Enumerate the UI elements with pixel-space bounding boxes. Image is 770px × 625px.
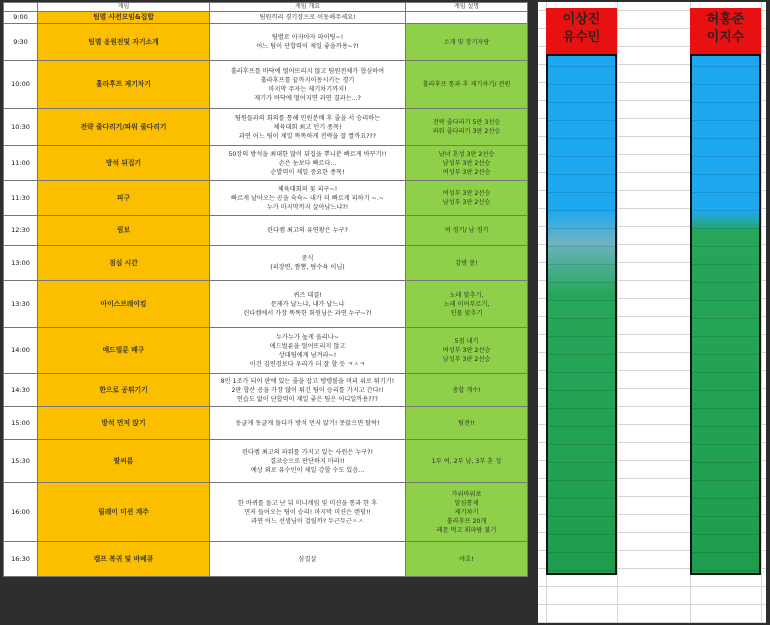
bar-row-line	[692, 174, 759, 175]
cell-game: 아이스브레이킹	[38, 281, 210, 328]
bar-row-line	[692, 102, 759, 103]
bar-row-line	[548, 570, 615, 571]
bar-row-line	[692, 156, 759, 157]
bar-row-line	[692, 408, 759, 409]
cell-desc: 퀴즈 대결! 문제가 날느냐, 내가 날느냐 린다켐에서 가장 똑똑한 회원님은 과연 누구~?!	[210, 281, 406, 328]
cell-rule: 팀전!!	[406, 407, 528, 440]
cell-desc: 한 바퀴를 돌고 난 뒤 미니게임 및 미션을 통과 한 후 먼저 들어오는 팀이 승리! 마지막 미션은 랜덤!! 과연 어느 선생님이 걸릴까? 두근두근ㅅㅅ	[210, 483, 406, 542]
cell-time: 16:30	[4, 542, 38, 577]
table-row	[4, 246, 528, 281]
schedule-table	[3, 2, 528, 577]
bar-row-line	[548, 318, 615, 319]
cell-desc: 중식 (피장면, 짬뽕, 탕수육 이님)	[210, 246, 406, 281]
cell-time: 16:00	[4, 483, 38, 542]
grid-column-line	[617, 2, 618, 623]
cell-rule: 가위바위보 알심통제 제기차기 훌라후프 20개 레몬 먹고 휘파람 불기	[406, 483, 528, 542]
cell-game: 점심 시간	[38, 246, 210, 281]
table-row	[4, 440, 528, 483]
cell-game: 팀별 응원전및 자기소개	[38, 24, 210, 61]
bar-row-line	[692, 264, 759, 265]
cell-game: 릴레이 미션 계주	[38, 483, 210, 542]
progress-sheet	[538, 2, 766, 623]
bar-row-line	[548, 228, 615, 229]
bar-row-line	[692, 66, 759, 67]
bar-row-line	[692, 246, 759, 247]
bar-row-line	[692, 390, 759, 391]
bar-row-line	[548, 264, 615, 265]
cell-rule: 감방 봉!	[406, 246, 528, 281]
table-row	[4, 281, 528, 328]
cell-game: 방석 뒤집기	[38, 146, 210, 181]
bar-row-line	[692, 372, 759, 373]
table-row	[4, 328, 528, 374]
cell-rule: 노래 맞추기, 노래 이어부르기, 인물 맞추기	[406, 281, 528, 328]
cell-desc: 팀원들과의 회의를 통해 인원분배 후 줄을 서 승리하는 체육대회 최고 인기 종목! 과연 어느 팀이 제일 똑똑하게 전략을 잘 짤까요???	[210, 109, 406, 146]
bar-row-line	[692, 444, 759, 445]
cell-rule: 야호!	[406, 542, 528, 577]
cell-desc: 누가누가 높게 올리나~ 애드벌룬을 떨어뜨리지 않고 상대팀에게 넘겨라~! 이건 김연경보다 우리가 더 잘 할 듯 ㅋㅅㅋ	[210, 328, 406, 374]
team-progress-panel	[530, 0, 770, 625]
team-2-member-2: 이지수	[706, 30, 745, 45]
cell-desc: 50장의 방석을 최대한 많이 뒤집을 뿌니분 빠르게 바꾸기!! 손은 눈보다 빠르다... 순발력이 제일 중요한 종목!	[210, 146, 406, 181]
table-row	[4, 12, 528, 24]
bar-row-line	[692, 354, 759, 355]
table-row	[4, 181, 528, 216]
cell-game: 한으로 공튀기기	[38, 374, 210, 407]
table-row	[4, 542, 528, 577]
bar-row-line	[692, 84, 759, 85]
bar-row-line	[548, 84, 615, 85]
bar-row-line	[692, 480, 759, 481]
bar-row-line	[548, 534, 615, 535]
bar-row-line	[692, 282, 759, 283]
bar-row-line	[548, 498, 615, 499]
team-1-progress-bar	[546, 54, 617, 575]
cell-time: 12:30	[4, 216, 38, 246]
bar-row-line	[692, 498, 759, 499]
team-2-progress-bar	[690, 54, 761, 575]
table-row	[4, 483, 528, 542]
cell-time: 14:30	[4, 374, 38, 407]
bar-row-line	[692, 552, 759, 553]
cell-desc: 린다켐 최고의 유연왕은 누구?	[210, 216, 406, 246]
bar-row-line	[692, 516, 759, 517]
cell-time: 13:00	[4, 246, 38, 281]
cell-time: 10:30	[4, 109, 38, 146]
cell-rule: 남녀 혼성 3판 2선승 남성부 3판 2선승 여성부 3판 2선승	[406, 146, 528, 181]
table-row	[4, 146, 528, 181]
team-2-member-1: 허홍준	[706, 12, 745, 27]
cell-time: 13:30	[4, 281, 38, 328]
bar-row-line	[548, 336, 615, 337]
bar-row-line	[548, 192, 615, 193]
bar-row-line	[548, 552, 615, 553]
cell-game: 피구	[38, 181, 210, 216]
table-row	[4, 61, 528, 109]
cell-rule: 1부 여, 2부 남, 3부 혼 성	[406, 440, 528, 483]
cell-desc: 삼겹살	[210, 542, 406, 577]
cell-rule: 총합 개수!	[406, 374, 528, 407]
bar-row-line	[692, 336, 759, 337]
grid-line	[538, 586, 766, 587]
cell-game: 훌라후프 제기차기	[38, 61, 210, 109]
bar-row-line	[692, 210, 759, 211]
cell-rule: 훌라후프 통과 후 제기차기/ 전원	[406, 61, 528, 109]
table-row	[4, 109, 528, 146]
cell-rule: 여성부 3판 2선승 남성부 3판 2선승	[406, 181, 528, 216]
cell-game: 전략 줄다리기/파워 줄다리기	[38, 109, 210, 146]
header-desc: 게임 개요	[210, 3, 406, 12]
bar-row-line	[548, 372, 615, 373]
cell-desc: 8인 1조가 되어 판에 있는 줄을 잡고 탱탱볼을 머리 위로 튀기기! 2판 합산 공을 가장 많이 튀긴 팀이 승리를 가지고 간다!! 연습도 없이 단합력이 제일 좋은 팀은 어디일까용???	[210, 374, 406, 407]
bar-row-line	[548, 120, 615, 121]
team-header-2	[690, 8, 761, 56]
bar-row-line	[692, 300, 759, 301]
bar-row-line	[548, 408, 615, 409]
bar-row-line	[548, 480, 615, 481]
cell-game: 방석 먼저 앉기	[38, 407, 210, 440]
bar-row-line	[548, 516, 615, 517]
bar-row-line	[692, 138, 759, 139]
team-1-member-2: 유수민	[562, 30, 601, 45]
table-header-row	[4, 3, 528, 12]
bar-row-line	[548, 174, 615, 175]
bar-row-line	[548, 390, 615, 391]
team-header-1	[546, 8, 617, 56]
cell-game: 애드벌룬 배구	[38, 328, 210, 374]
cell-desc: 체육대회의 꽃 피구~! 빠르게 날아오는 공을 슉슉~ 내가 더 빠르게 피하기 ~.~ 누가 마지막까지 살아남느냐?!	[210, 181, 406, 216]
bar-row-line	[548, 426, 615, 427]
bar-row-line	[692, 570, 759, 571]
bar-row-line	[548, 102, 615, 103]
cell-time: 11:30	[4, 181, 38, 216]
bar-row-line	[548, 462, 615, 463]
cell-time: 14:00	[4, 328, 38, 374]
cell-desc: 팀별로 아자아자 파이팅~! 어느 팀이 단합력이 제일 좋을까용~?!	[210, 24, 406, 61]
header-game: 게임	[38, 3, 210, 12]
cell-rule: 5점 내기 여성부 3판 2선승 남성부 3판 2선승	[406, 328, 528, 374]
bar-row-line	[548, 156, 615, 157]
cell-time: 15:00	[4, 407, 38, 440]
cell-desc: 린다켐 최고의 파워를 가지고 있는 사원은 누구?! 결코승으로 판단하지 마라!! 예상 외로 유수민이 제일 강할 수도 있음...	[210, 440, 406, 483]
bar-row-line	[692, 426, 759, 427]
bar-row-line	[548, 138, 615, 139]
cell-desc: 동글게 동글게 돌다가 방석 먼저 앉기! 못앉으면 탈락!	[210, 407, 406, 440]
cell-rule	[406, 12, 528, 24]
bar-row-line	[692, 192, 759, 193]
cell-game: 팔씨름	[38, 440, 210, 483]
bar-row-line	[548, 246, 615, 247]
table-row	[4, 24, 528, 61]
grid-line	[538, 604, 766, 605]
bar-row-line	[692, 120, 759, 121]
bar-row-line	[548, 444, 615, 445]
cell-game: 림보	[38, 216, 210, 246]
team-1-member-1: 이상진	[562, 12, 601, 27]
cell-time: 9:30	[4, 24, 38, 61]
grid-column-line	[761, 2, 762, 623]
cell-rule: 소개 및 장기자랑	[406, 24, 528, 61]
header-rule: 게임 설명	[406, 3, 528, 12]
cell-time: 15:30	[4, 440, 38, 483]
cell-time: 11:00	[4, 146, 38, 181]
cell-desc: 훌라후프를 바닥에 떨어뜨리지 않고 팀원전체가 협심하여 훌라후프를 끝까지이동시키는 경기 마지막 주자는 제기차기까지! 제기가 바닥에 떨어지면 과연 결과는...?	[210, 61, 406, 109]
bar-row-line	[692, 534, 759, 535]
bar-row-line	[548, 66, 615, 67]
bar-row-line	[548, 354, 615, 355]
table-row	[4, 216, 528, 246]
bar-row-line	[548, 210, 615, 211]
cell-rule: 여 경기/ 남 경기	[406, 216, 528, 246]
cell-desc: 팀원끼리 경기장으로 이동해주세요!	[210, 12, 406, 24]
table-row	[4, 374, 528, 407]
grid-line	[538, 622, 766, 623]
bar-row-line	[692, 228, 759, 229]
bar-row-line	[692, 462, 759, 463]
cell-rule: 전략 줄다리기 5판 3선승 파워 줄다리기 3판 2선승	[406, 109, 528, 146]
bar-row-line	[548, 300, 615, 301]
cell-time: 9:00	[4, 12, 38, 24]
bar-row-line	[548, 282, 615, 283]
header-time	[4, 3, 38, 12]
cell-game: 팀별 사전모임&집합	[38, 12, 210, 24]
bar-row-line	[692, 318, 759, 319]
table-row	[4, 407, 528, 440]
cell-time: 10:00	[4, 61, 38, 109]
cell-game: 캠프 복귀 및 바베큐	[38, 542, 210, 577]
